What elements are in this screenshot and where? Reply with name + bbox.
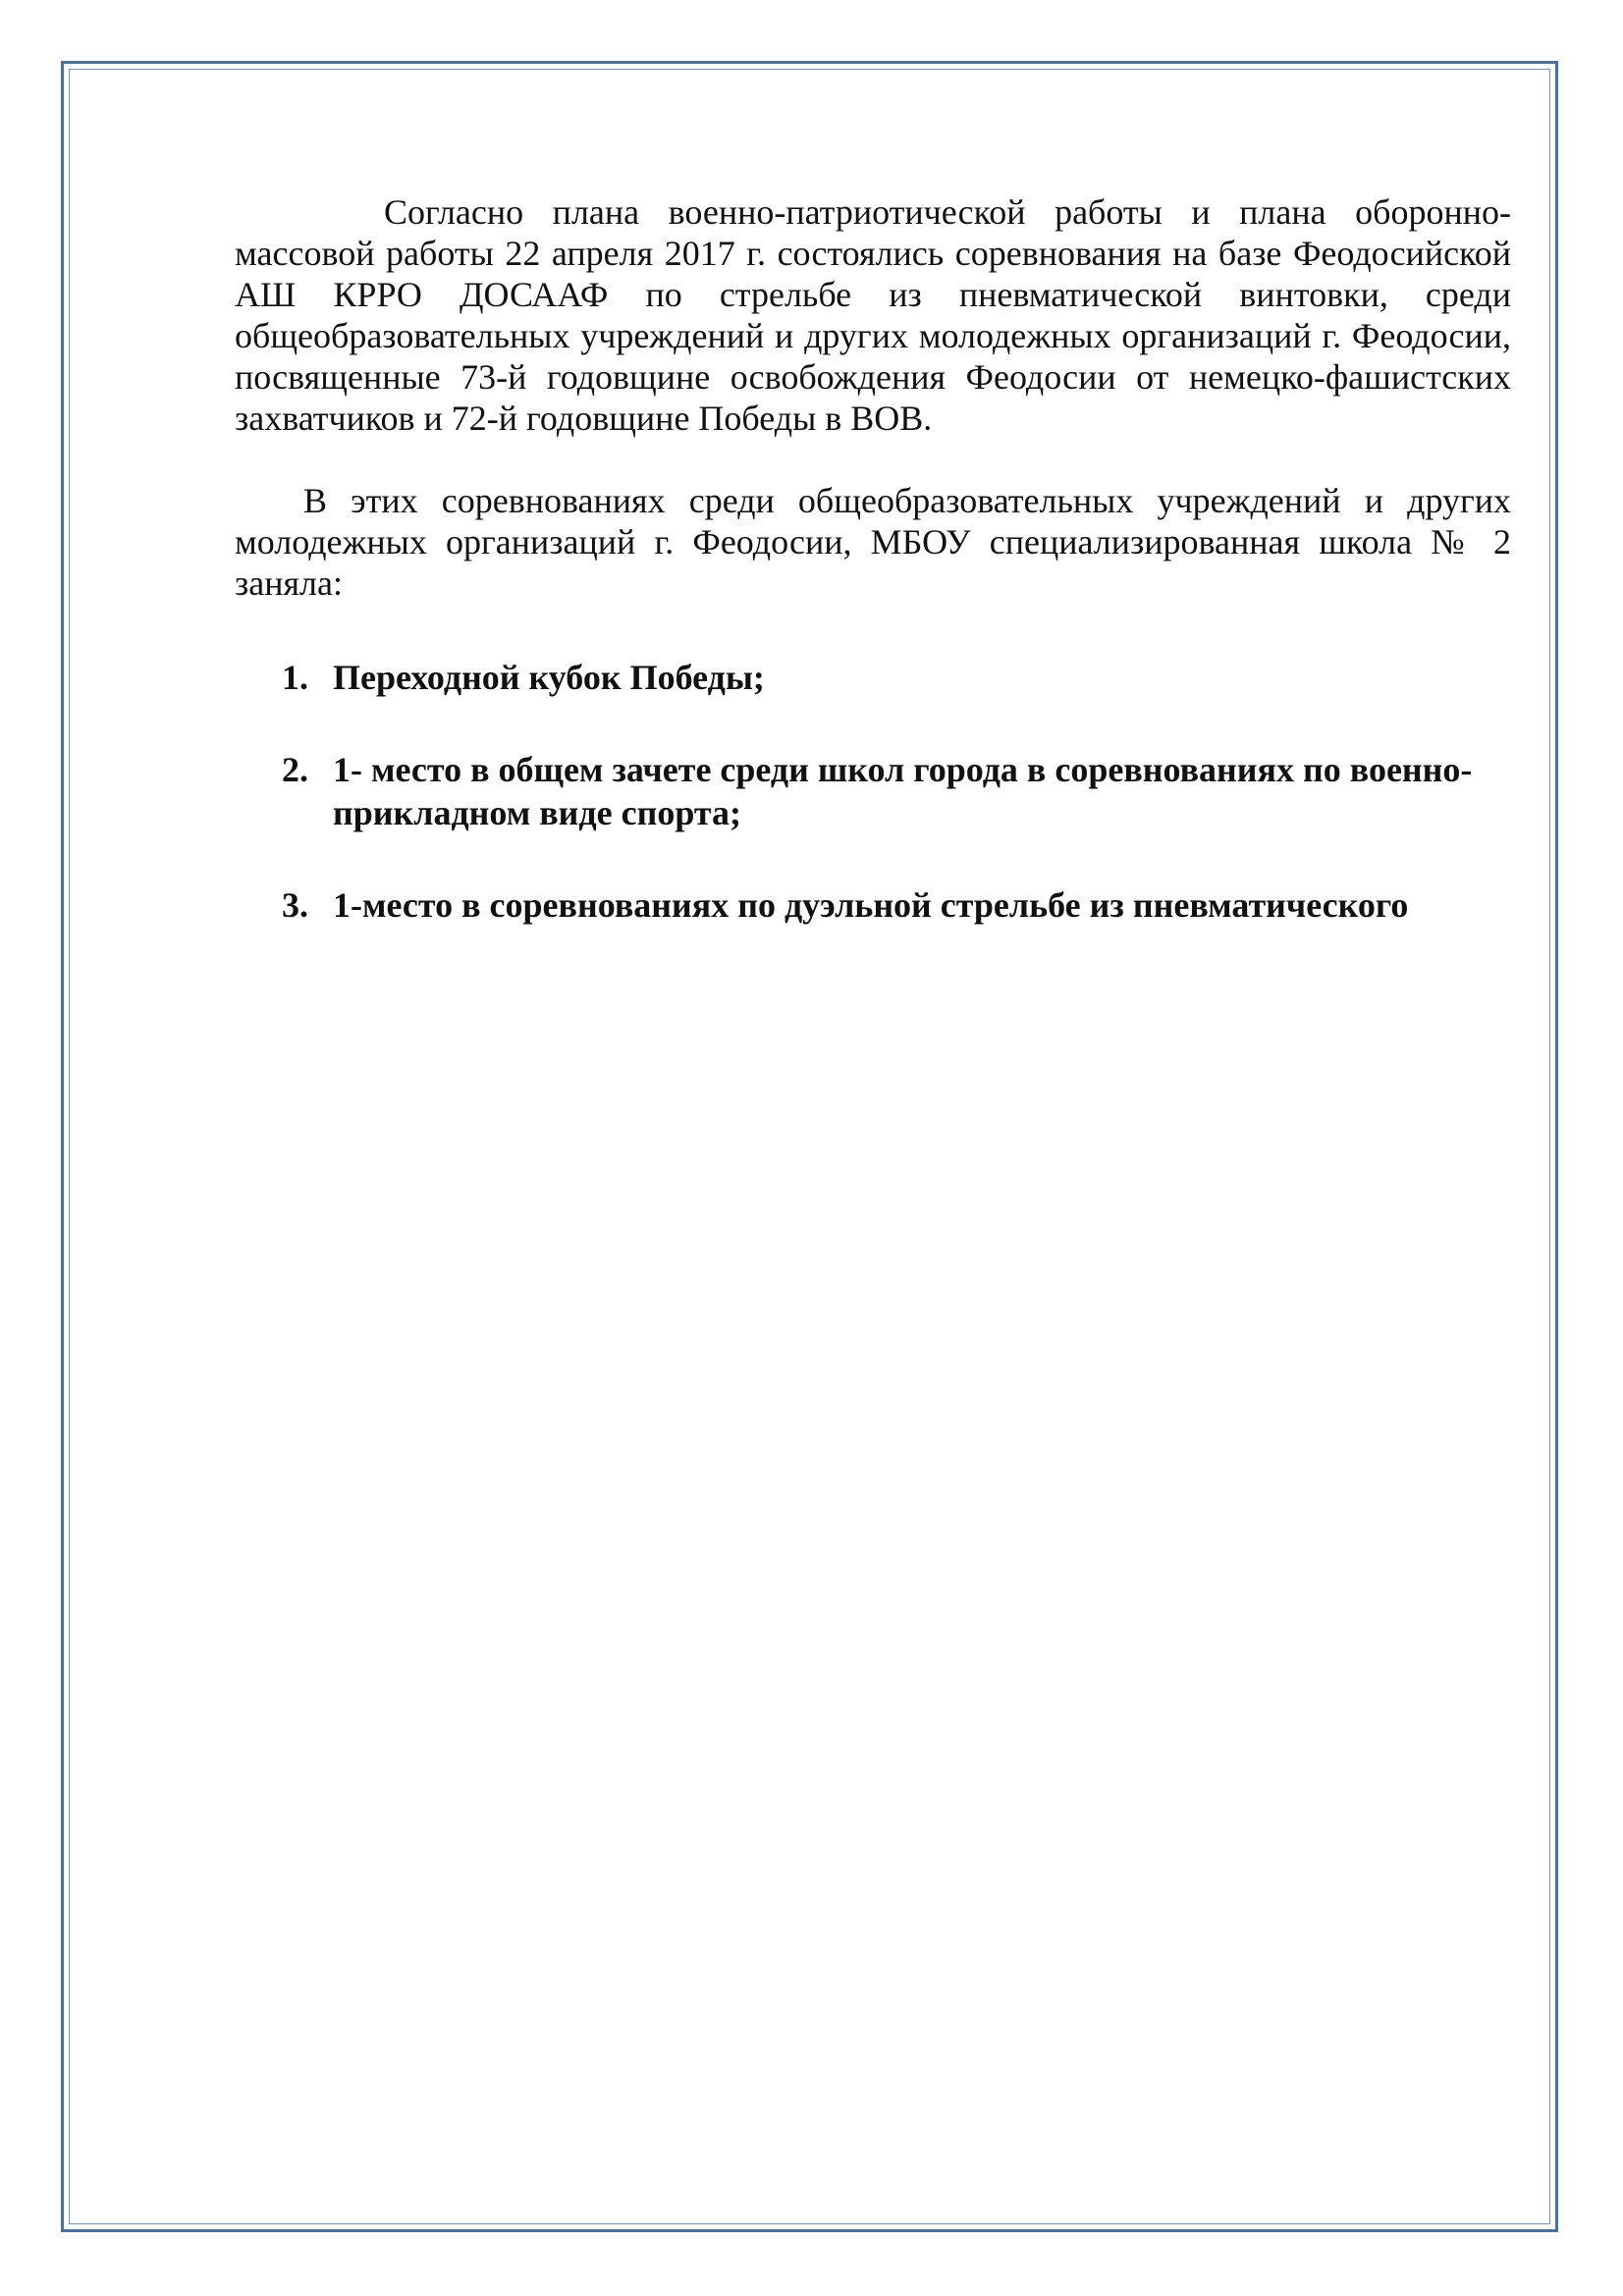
list-item-text: Переходной кубок Победы; [333,658,765,697]
list-item-number: 2. [282,750,308,789]
paragraph-intro: Согласно плана военно-патриотической работы и плана оборонно-массовой работы 22 апреля 2017 г. состоялись соревнования на базе Феодосийской АШ КРРО ДОСААФ по стрельбе из пневматической винтовки, среди общеобразовательных учреждений и других молодежных организаций г. Феодосии, посвященные 73-й годовщине освобождения Феодосии от немецко-фашистских захватчиков и 72-й годовщине Победы в ВОВ. [235,192,1511,438]
list-item [235,656,1511,699]
list-item [235,883,1511,927]
list-item-number: 3. [282,885,308,925]
achievements-list [235,656,1511,927]
list-item [235,748,1511,834]
list-item-number: 1. [282,658,308,697]
paragraph-results: В этих соревнованиях среди общеобразовательных учреждений и других молодежных организаций г. Феодосии, МБОУ специализированная школа № 2 заняла: [235,481,1511,603]
document-body [235,191,1511,976]
list-item-text: 1-место в соревнованиях по дуэльной стрельбе из пневматического [333,885,1409,925]
list-item-text: 1- место в общем зачете среди школ города в соревнованиях по военно-прикладном виде спорта; [333,750,1473,832]
